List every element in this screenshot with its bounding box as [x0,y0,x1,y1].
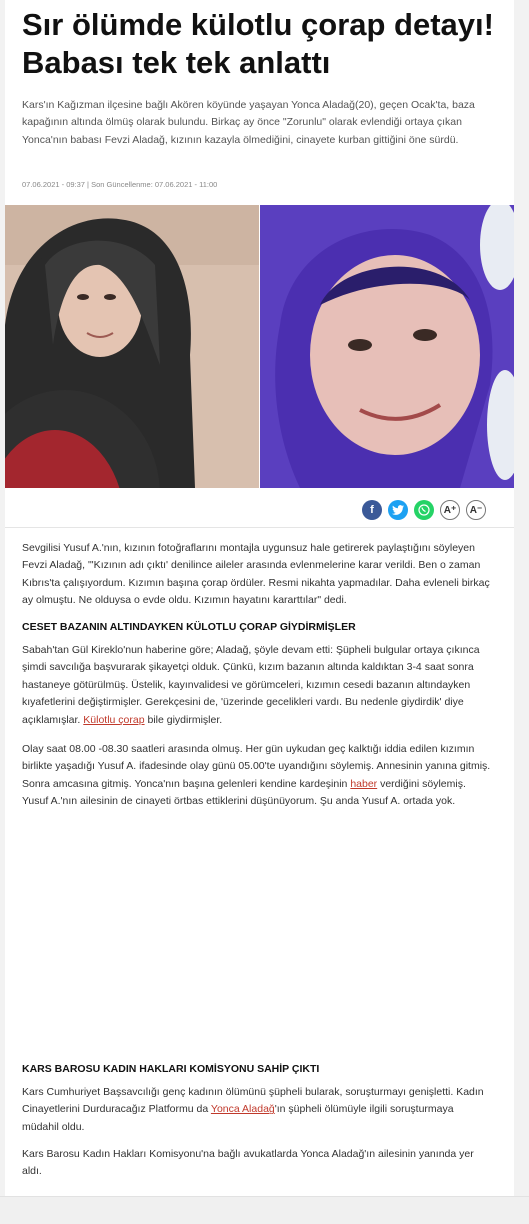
article-date: 07.06.2021 - 09:37 | Son Güncellenme: 07.06.2021 - 11:00 [22,180,218,189]
whatsapp-share-icon[interactable] [414,500,434,520]
page-gutter-right [514,0,529,1210]
photo-right-image [260,205,514,488]
twitter-bird-icon [392,505,404,515]
article-paragraph [22,741,492,811]
paragraph-text: Kars Cumhuriyet Başsavcılığı genç kadının ölümünü şüpheli bularak, soruşturmayı genişletti. Kadın Cinayetlerini Durduracağız Platformu da [22,1086,484,1116]
article-paragraph [22,1084,492,1136]
page-gutter-left [0,0,5,1210]
section-heading: KARS BAROSU KADIN HAKLARI KOMİSYONU SAHİP ÇIKTI [22,1063,320,1075]
paragraph-text: 'ın şüpheli ölümüyle ilgili soruşturmaya müdahil oldu. [22,1103,454,1133]
whatsapp-phone-icon [418,504,430,516]
keyword-link[interactable]: haber [350,777,378,790]
article-paragraph: Kars Barosu Kadın Hakları Komisyonu'na bağlı avukatlarda Yonca Aladağ'ın ailesinin yanında yer aldı. [22,1148,474,1178]
page-bottom-bar [0,1196,529,1224]
section-heading: CESET BAZANIN ALTINDAYKEN KÜLOTLU ÇORAP GİYDİRMİŞLER [22,621,356,633]
keyword-link[interactable]: Yonca Aladağ [210,1103,275,1116]
article-paragraph: Sevgilisi Yusuf A.'nın, kızının fotoğraflarını montajla uygunsuz hale getirerek paylaştığını söyleyen Fevzi Aladağ, "'Kızının adı çıktı' denilince aileler arasında evlenmelerine karar verildi. Ben o zaman Kıbrıs'ta çalışıyordum. Kızımın başına çorap ördüler. Resmi nikahta yapmadılar. Daha evleneli birkaç ay olmuştu. Ne olduysa o evde oldu. Kızımın hayatını kararttılar" dedi. [22,542,490,607]
paragraph-text: Sabah'tan Gül Kireklo'nun haberine göre; Aladağ, şöyle devam etti: Şüpheli bulgular ortaya çıkınca şimdi savcılığa başvurarak şikayetçi olduk. Çünkü, kızım bazanın altında kaldıktan 3-4 saat sonra hastaneye götürülmüş. Üstelik, kayınvalidesi ve görümceleri, kızımın cesedi bazanın altındayken kıyafetlerini değiştirmişler. Gerekçesini de, 'üzerinde gecelikleri vardı. Bu nedenle giydirdik' diye açıklamışlar. [22,644,480,726]
photo-right [260,205,514,488]
share-toolbar [362,500,486,520]
share-divider [5,527,514,528]
paragraph-text: Olay saat 08.00 -08.30 saatleri arasında olmuş. Her gün uykudan geç kalktığı iddia edilen kızımın birlikte yaşadığı Yusuf A. ifadesinde olay günü 05.00'te uyandığını söylemiş. Annesinin yanına gitmiş. Sonra amcasına gitmiş. Yonca'nın başına gelenleri kendine kardeşinin [22,743,491,790]
photo-left [5,205,259,488]
keyword-link[interactable]: Külotlu çorap [83,713,145,726]
font-increase-button[interactable]: A⁺ [440,500,460,520]
photo-left-image [5,205,259,488]
font-decrease-button[interactable]: A⁻ [466,500,486,520]
article-photo-collage [5,205,514,488]
article-title: Sır ölümde külotlu çorap detayı! Babası tek tek anlattı [22,7,494,80]
paragraph-text: bile giydirmişler. [147,713,223,726]
facebook-share-icon[interactable]: f [362,500,382,520]
article-paragraph [22,642,492,729]
paragraph-text: verdiğini söylemiş. Yusuf A.'nın ailesinin de cinayeti örtbas ettiklerini düşünüyorum. Şu anda Yusuf A. ortada yok. [22,777,466,808]
twitter-share-icon[interactable] [388,500,408,520]
article-spot: Kars'ın Kağızman ilçesine bağlı Akören köyünde yaşayan Yonca Aladağ(20), geçen Ocak'ta, baza kapağının altında ölmüş olarak bulundu. Birkaç ay önce "Zorunlu" olarak evlendiği ortaya çıkan Yonca'nın babası Fevzi Aladağ, kızının kazayla ölmediğini, cinayete kurban gittiğini öne sürdü. [22,99,475,146]
